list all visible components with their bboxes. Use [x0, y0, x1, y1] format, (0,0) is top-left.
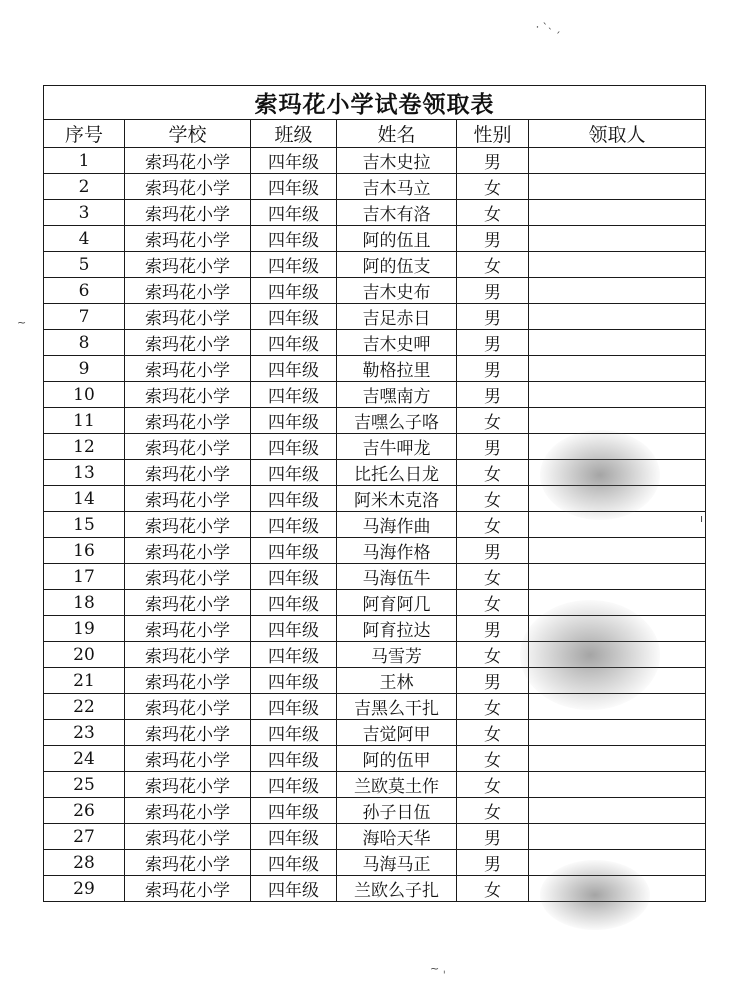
grade-cell: 四年级	[251, 330, 337, 356]
receiver-signature-cell	[529, 330, 706, 356]
grade-cell: 四年级	[251, 252, 337, 278]
row-number: 23	[44, 720, 125, 746]
table-row	[44, 746, 706, 772]
header-grade: 班级	[251, 120, 337, 148]
row-number: 3	[44, 200, 125, 226]
row-number: 15	[44, 512, 125, 538]
name-cell: 吉牛呷龙	[337, 434, 457, 460]
school-cell: 索玛花小学	[125, 772, 251, 798]
row-number: 9	[44, 356, 125, 382]
scan-speck: ı	[700, 512, 704, 525]
name-cell: 吉木史呷	[337, 330, 457, 356]
grade-cell: 四年级	[251, 564, 337, 590]
row-number: 1	[44, 148, 125, 174]
table-row	[44, 538, 706, 564]
row-number: 18	[44, 590, 125, 616]
grade-cell: 四年级	[251, 720, 337, 746]
gender-cell: 女	[457, 486, 529, 512]
receiver-signature-cell	[529, 382, 706, 408]
gender-cell: 女	[457, 798, 529, 824]
row-number: 11	[44, 408, 125, 434]
name-cell: 阿育阿几	[337, 590, 457, 616]
name-cell: 吉黑么干扎	[337, 694, 457, 720]
name-cell: 比托么日龙	[337, 460, 457, 486]
school-cell: 索玛花小学	[125, 148, 251, 174]
row-number: 25	[44, 772, 125, 798]
name-cell: 阿育拉达	[337, 616, 457, 642]
row-number: 22	[44, 694, 125, 720]
row-number: 21	[44, 668, 125, 694]
row-number: 29	[44, 876, 125, 902]
row-number: 5	[44, 252, 125, 278]
grade-cell: 四年级	[251, 668, 337, 694]
header-receiver: 领取人	[529, 120, 706, 148]
receiver-signature-cell	[529, 252, 706, 278]
table-row	[44, 772, 706, 798]
grade-cell: 四年级	[251, 148, 337, 174]
gender-cell: 男	[457, 330, 529, 356]
school-cell: 索玛花小学	[125, 356, 251, 382]
name-cell: 吉嘿南方	[337, 382, 457, 408]
gender-cell: 男	[457, 668, 529, 694]
gender-cell: 女	[457, 746, 529, 772]
school-cell: 索玛花小学	[125, 434, 251, 460]
grade-cell: 四年级	[251, 304, 337, 330]
row-number: 4	[44, 226, 125, 252]
name-cell: 吉木马立	[337, 174, 457, 200]
gender-cell: 女	[457, 512, 529, 538]
school-cell: 索玛花小学	[125, 512, 251, 538]
gender-cell: 男	[457, 538, 529, 564]
school-cell: 索玛花小学	[125, 824, 251, 850]
school-cell: 索玛花小学	[125, 616, 251, 642]
grade-cell: 四年级	[251, 798, 337, 824]
ink-smudge	[520, 600, 660, 710]
table-row	[44, 564, 706, 590]
scan-speck: ⸱ ˋ˴ ˏ	[536, 21, 561, 34]
name-cell: 兰欧莫土作	[337, 772, 457, 798]
row-number: 26	[44, 798, 125, 824]
grade-cell: 四年级	[251, 616, 337, 642]
table-row	[44, 798, 706, 824]
school-cell: 索玛花小学	[125, 174, 251, 200]
table-title: 索玛花小学试卷领取表	[44, 86, 706, 120]
table-row	[44, 174, 706, 200]
receiver-signature-cell	[529, 304, 706, 330]
row-number: 27	[44, 824, 125, 850]
table-row	[44, 382, 706, 408]
grade-cell: 四年级	[251, 356, 337, 382]
name-cell: 马海作曲	[337, 512, 457, 538]
name-cell: 阿的伍甲	[337, 746, 457, 772]
name-cell: 阿的伍且	[337, 226, 457, 252]
gender-cell: 女	[457, 694, 529, 720]
gender-cell: 男	[457, 382, 529, 408]
gender-cell: 女	[457, 408, 529, 434]
school-cell: 索玛花小学	[125, 642, 251, 668]
row-number: 8	[44, 330, 125, 356]
header-name: 姓名	[337, 120, 457, 148]
name-cell: 吉木史拉	[337, 148, 457, 174]
name-cell: 兰欧么子扎	[337, 876, 457, 902]
grade-cell: 四年级	[251, 278, 337, 304]
row-number: 19	[44, 616, 125, 642]
school-cell: 索玛花小学	[125, 330, 251, 356]
row-number: 16	[44, 538, 125, 564]
school-cell: 索玛花小学	[125, 538, 251, 564]
row-number: 2	[44, 174, 125, 200]
gender-cell: 女	[457, 252, 529, 278]
gender-cell: 女	[457, 720, 529, 746]
school-cell: 索玛花小学	[125, 200, 251, 226]
receiver-signature-cell	[529, 278, 706, 304]
table-row	[44, 278, 706, 304]
school-cell: 索玛花小学	[125, 720, 251, 746]
gender-cell: 男	[457, 356, 529, 382]
receiver-signature-cell	[529, 746, 706, 772]
receiver-signature-cell	[529, 174, 706, 200]
school-cell: 索玛花小学	[125, 746, 251, 772]
school-cell: 索玛花小学	[125, 486, 251, 512]
gender-cell: 女	[457, 174, 529, 200]
table-row	[44, 226, 706, 252]
school-cell: 索玛花小学	[125, 252, 251, 278]
gender-cell: 女	[457, 564, 529, 590]
receiver-signature-cell	[529, 798, 706, 824]
name-cell: 海哈天华	[337, 824, 457, 850]
table-row	[44, 148, 706, 174]
receiver-signature-cell	[529, 564, 706, 590]
row-number: 10	[44, 382, 125, 408]
gender-cell: 女	[457, 876, 529, 902]
receiver-signature-cell	[529, 824, 706, 850]
grade-cell: 四年级	[251, 876, 337, 902]
gender-cell: 男	[457, 824, 529, 850]
row-number: 7	[44, 304, 125, 330]
gender-cell: 男	[457, 278, 529, 304]
gender-cell: 男	[457, 148, 529, 174]
table-row	[44, 330, 706, 356]
school-cell: 索玛花小学	[125, 668, 251, 694]
receiver-signature-cell	[529, 200, 706, 226]
scan-speck: ~	[17, 316, 27, 329]
table-row	[44, 720, 706, 746]
grade-cell: 四年级	[251, 486, 337, 512]
school-cell: 索玛花小学	[125, 278, 251, 304]
name-cell: 吉觉阿甲	[337, 720, 457, 746]
row-number: 13	[44, 460, 125, 486]
name-cell: 阿的伍支	[337, 252, 457, 278]
row-number: 14	[44, 486, 125, 512]
row-number: 12	[44, 434, 125, 460]
grade-cell: 四年级	[251, 382, 337, 408]
gender-cell: 女	[457, 200, 529, 226]
gender-cell: 男	[457, 226, 529, 252]
gender-cell: 男	[457, 434, 529, 460]
grade-cell: 四年级	[251, 850, 337, 876]
gender-cell: 男	[457, 850, 529, 876]
table-row	[44, 356, 706, 382]
grade-cell: 四年级	[251, 460, 337, 486]
name-cell: 马雪芳	[337, 642, 457, 668]
gender-cell: 女	[457, 460, 529, 486]
school-cell: 索玛花小学	[125, 382, 251, 408]
gender-cell: 男	[457, 304, 529, 330]
name-cell: 吉足赤日	[337, 304, 457, 330]
school-cell: 索玛花小学	[125, 304, 251, 330]
school-cell: 索玛花小学	[125, 226, 251, 252]
grade-cell: 四年级	[251, 200, 337, 226]
scan-speck: ~ ˌ	[430, 962, 446, 975]
grade-cell: 四年级	[251, 642, 337, 668]
name-cell: 吉木史布	[337, 278, 457, 304]
name-cell: 吉嘿么子咯	[337, 408, 457, 434]
grade-cell: 四年级	[251, 694, 337, 720]
school-cell: 索玛花小学	[125, 408, 251, 434]
name-cell: 勒格拉里	[337, 356, 457, 382]
table-row	[44, 252, 706, 278]
table-row	[44, 824, 706, 850]
header-gender: 性别	[457, 120, 529, 148]
grade-cell: 四年级	[251, 174, 337, 200]
table-row	[44, 304, 706, 330]
header-school: 学校	[125, 120, 251, 148]
grade-cell: 四年级	[251, 512, 337, 538]
table-row	[44, 200, 706, 226]
gender-cell: 女	[457, 772, 529, 798]
header-row	[44, 120, 706, 148]
name-cell: 孙子日伍	[337, 798, 457, 824]
grade-cell: 四年级	[251, 226, 337, 252]
grade-cell: 四年级	[251, 408, 337, 434]
header-number: 序号	[44, 120, 125, 148]
school-cell: 索玛花小学	[125, 694, 251, 720]
ink-smudge	[540, 430, 660, 520]
receiver-signature-cell	[529, 538, 706, 564]
school-cell: 索玛花小学	[125, 850, 251, 876]
name-cell: 马海作格	[337, 538, 457, 564]
school-cell: 索玛花小学	[125, 590, 251, 616]
grade-cell: 四年级	[251, 824, 337, 850]
school-cell: 索玛花小学	[125, 798, 251, 824]
name-cell: 王林	[337, 668, 457, 694]
school-cell: 索玛花小学	[125, 564, 251, 590]
name-cell: 马海伍牛	[337, 564, 457, 590]
grade-cell: 四年级	[251, 590, 337, 616]
row-number: 17	[44, 564, 125, 590]
grade-cell: 四年级	[251, 538, 337, 564]
row-number: 20	[44, 642, 125, 668]
row-number: 28	[44, 850, 125, 876]
gender-cell: 女	[457, 642, 529, 668]
name-cell: 阿米木克洛	[337, 486, 457, 512]
roster-body	[44, 148, 706, 902]
grade-cell: 四年级	[251, 772, 337, 798]
name-cell: 吉木有洛	[337, 200, 457, 226]
row-number: 6	[44, 278, 125, 304]
ink-smudge	[540, 860, 650, 930]
receiver-signature-cell	[529, 772, 706, 798]
school-cell: 索玛花小学	[125, 460, 251, 486]
receiver-signature-cell	[529, 408, 706, 434]
receiver-signature-cell	[529, 356, 706, 382]
gender-cell: 女	[457, 590, 529, 616]
receiver-signature-cell	[529, 720, 706, 746]
receiver-signature-cell	[529, 226, 706, 252]
receiver-signature-cell	[529, 148, 706, 174]
school-cell: 索玛花小学	[125, 876, 251, 902]
name-cell: 马海马正	[337, 850, 457, 876]
grade-cell: 四年级	[251, 746, 337, 772]
gender-cell: 男	[457, 616, 529, 642]
grade-cell: 四年级	[251, 434, 337, 460]
row-number: 24	[44, 746, 125, 772]
